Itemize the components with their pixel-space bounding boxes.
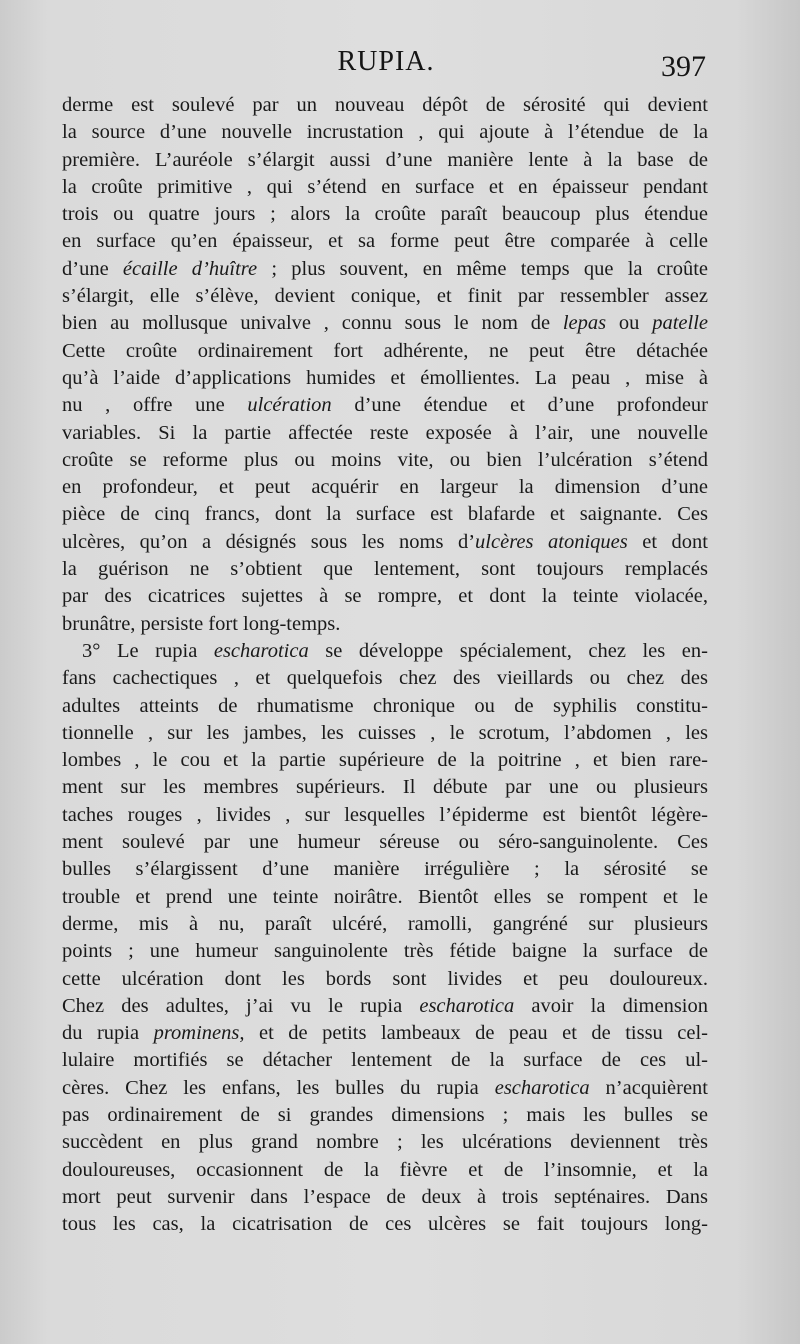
text-run: lulaire mortifiés se détacher lentement de la surface de ces ul-: [62, 1049, 708, 1072]
italic-run: escharotica: [494, 1076, 590, 1099]
text-run: qu’à l’aide d’applications humides et émollientes. La peau , mise à: [62, 366, 708, 389]
text-line: [62, 92, 708, 119]
italic-run: écaille d’huître: [122, 257, 258, 280]
text-run: ou: [606, 312, 653, 335]
text-line: [62, 638, 708, 665]
text-run: par des cicatrices sujettes à se rompre, et dont la teinte violacée,: [62, 585, 708, 608]
text-line: [62, 911, 708, 938]
italic-run: ulcères atoniques: [475, 530, 628, 553]
text-run: cette ulcération dont les bords sont livides et peu douloureux.: [62, 967, 708, 990]
text-run: mort peut survenir dans l’espace de deux à trois septénaires. Dans: [62, 1185, 708, 1208]
text-run: avoir la dimension: [514, 994, 708, 1017]
text-line: [62, 228, 708, 255]
text-line: [62, 583, 708, 610]
text-run: tous les cas, la cicatrisation de ces ulcères se fait toujours long-: [62, 1213, 708, 1236]
text-line: [62, 420, 708, 447]
italic-run: lepas: [562, 312, 607, 335]
text-line: [62, 747, 708, 774]
text-line: [62, 529, 708, 556]
text-line: [62, 1047, 708, 1074]
text-run: tionnelle , sur les jambes, les cuisses , le scrotum, l’abdomen , les: [62, 721, 708, 744]
text-run: en surface qu’en épaisseur, et sa forme peut être comparée à celle: [62, 230, 708, 253]
text-line: [62, 501, 708, 528]
text-run: bien au mollusque univalve , connu sous le nom de: [62, 312, 563, 335]
text-line: [62, 1184, 708, 1211]
text-line: [62, 365, 708, 392]
text-line: [62, 611, 708, 638]
text-run: trois ou quatre jours ; alors la croûte paraît beaucoup plus étendue: [62, 203, 708, 226]
text-line: [62, 174, 708, 201]
text-line: [62, 556, 708, 583]
text-run: derme est soulevé par un nouveau dépôt de sérosité qui devient: [62, 94, 708, 116]
text-run: derme, mis à nu, paraît ulcéré, ramolli, gangréné sur plusieurs: [62, 912, 708, 935]
text-run: d’une étendue et d’une profondeur: [331, 394, 708, 417]
text-run: Cette croûte ordinairement fort adhérente, ne peut être détachée: [62, 339, 708, 362]
text-line: [62, 283, 708, 310]
text-run: et dont: [627, 530, 708, 553]
italic-run: ulcération: [247, 394, 332, 417]
text-run: trouble et prend une teinte noirâtre. Bientôt elles se rompent et le: [62, 885, 708, 908]
text-line: [62, 693, 708, 720]
text-run: ment sur les membres supérieurs. Il débute par une ou plusieurs: [62, 776, 708, 799]
text-run: douloureuses, occasionnent de la fièvre et de l’insomnie, et la: [62, 1158, 708, 1181]
text-line: [62, 856, 708, 883]
text-line: [62, 829, 708, 856]
text-line: [62, 147, 708, 174]
text-run: la source d’une nouvelle incrustation , qui ajoute à l’étendue de la: [62, 121, 708, 144]
text-run: croûte se reforme plus ou moins vite, ou bien l’ulcération s’étend: [62, 448, 708, 471]
text-run: se développe spécialement, chez les en-: [308, 639, 708, 662]
text-line: [62, 884, 708, 911]
text-run: et de petits lambeaux de peau et de tissu cel-: [244, 1022, 708, 1045]
text-line: [62, 338, 708, 365]
running-title: RUPIA.: [337, 46, 435, 77]
text-run: lombes , le cou et la partie supérieure de la poitrine , et bien rare-: [62, 749, 708, 772]
text-line: [62, 1075, 708, 1102]
text-run: 3° Le rupia: [82, 639, 214, 662]
text-run: d’une: [62, 257, 123, 280]
text-line: [62, 392, 708, 419]
text-line: [62, 474, 708, 501]
text-run: brunâtre, persiste fort long-temps.: [62, 612, 341, 635]
text-run: du rupia: [62, 1022, 154, 1045]
text-run: adultes atteints de rhumatisme chronique ou de syphilis constitu-: [62, 694, 708, 717]
text-line: [62, 966, 708, 993]
text-line: [62, 938, 708, 965]
text-line: [62, 447, 708, 474]
text-line: [62, 256, 708, 283]
text-run: succèdent en plus grand nombre ; les ulcérations deviennent très: [62, 1131, 708, 1154]
body-text: [62, 92, 708, 1238]
text-line: [62, 1020, 708, 1047]
italic-run: prominens,: [153, 1022, 245, 1045]
text-run: ulcères, qu’on a désignés sous les noms d’: [62, 530, 476, 553]
text-run: ; plus souvent, en même temps que la croûte: [257, 257, 708, 280]
text-run: taches rouges , livides , sur lesquelles l’épiderme est bientôt légère-: [62, 803, 708, 826]
text-line: [62, 1157, 708, 1184]
text-line: [62, 993, 708, 1020]
text-run: en profondeur, et peut acquérir en largeur la dimension d’une: [62, 476, 708, 499]
text-run: nu , offre une: [62, 394, 248, 417]
text-line: [62, 1102, 708, 1129]
text-run: cères. Chez les enfans, les bulles du rupia: [62, 1076, 495, 1099]
text-run: fans cachectiques , et quelquefois chez des vieillards ou chez des: [62, 667, 708, 690]
text-run: la guérison ne s’obtient que lentement, sont toujours remplacés: [62, 558, 708, 581]
text-line: [62, 119, 708, 146]
page-number: 397: [661, 50, 706, 83]
text-run: pas ordinairement de si grandes dimensions ; mais les bulles se: [62, 1103, 708, 1126]
text-line: [62, 774, 708, 801]
page-header: [62, 46, 710, 90]
text-run: s’élargit, elle s’élève, devient conique, et finit par ressembler assez: [62, 285, 708, 308]
text-run: Chez des adultes, j’ai vu le rupia: [62, 994, 420, 1017]
text-run: bulles s’élargissent d’une manière irrégulière ; la sérosité se: [62, 858, 708, 881]
text-line: [62, 201, 708, 228]
text-line: [62, 1211, 708, 1238]
text-run: variables. Si la partie affectée reste exposée à l’air, une nouvelle: [62, 421, 708, 444]
text-run: la croûte primitive , qui s’étend en surface et en épaisseur pendant: [62, 175, 708, 198]
text-line: [62, 802, 708, 829]
text-run: ment soulevé par une humeur séreuse ou séro-sanguinolente. Ces: [62, 831, 708, 854]
text-run: n’acquièrent: [589, 1076, 708, 1099]
italic-run: patelle: [652, 312, 708, 335]
text-line: [62, 1129, 708, 1156]
italic-run: escharotica: [419, 994, 515, 1017]
italic-run: escharotica: [213, 639, 309, 662]
text-run: pièce de cinq francs, dont la surface est blafarde et saignante. Ces: [62, 503, 708, 526]
text-run: première. L’auréole s’élargit aussi d’une manière lente à la base de: [62, 148, 708, 171]
text-run: points ; une humeur sanguinolente très fétide baigne la surface de: [62, 940, 708, 963]
text-line: [62, 665, 708, 692]
text-line: [62, 720, 708, 747]
text-line: [62, 310, 708, 337]
